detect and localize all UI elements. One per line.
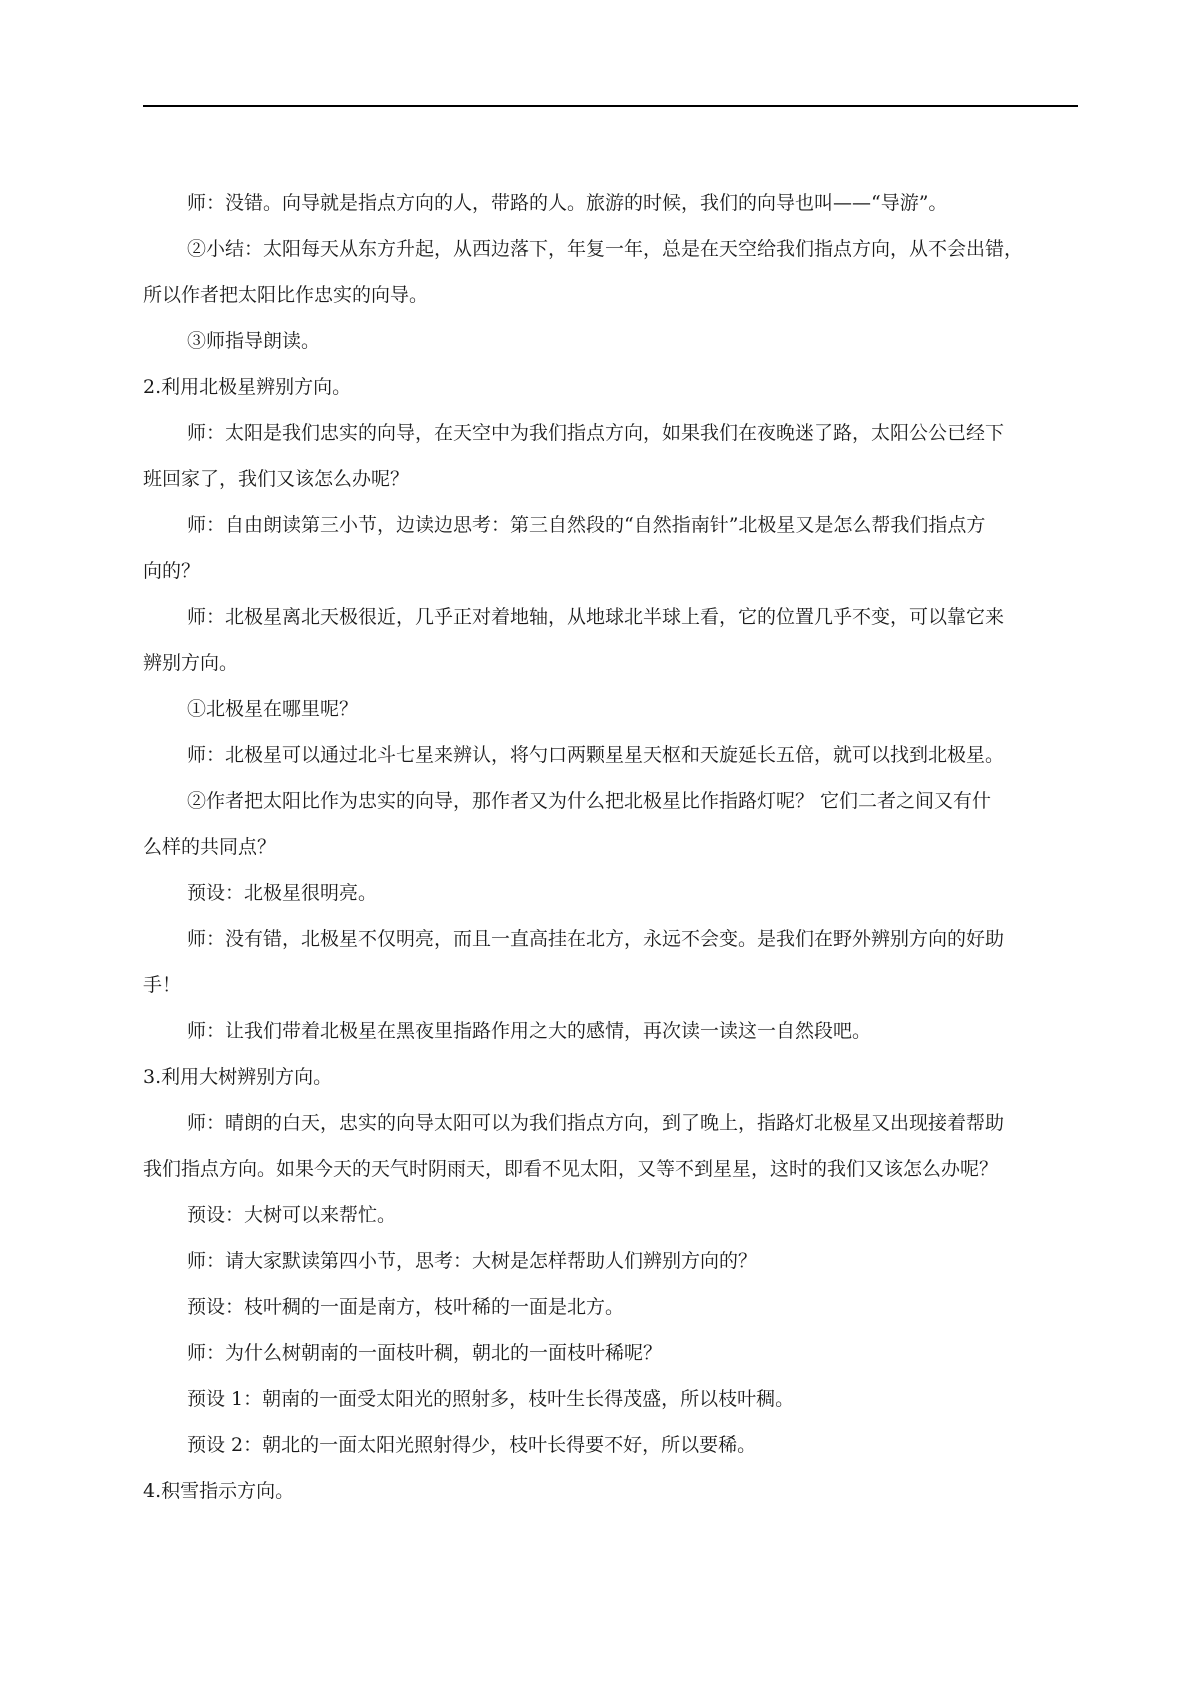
text-line: 我们指点方向。如果今天的天气时阴雨天，即看不见太阳，又等不到星星，这时的我们又该怎么办呢？ bbox=[143, 1158, 999, 1180]
text-line: 师：为什么树朝南的一面枝叶稠，朝北的一面枝叶稀呢？ bbox=[187, 1342, 663, 1364]
text-line: 师：北极星离北天极很近，几乎正对着地轴，从地球北半球上看，它的位置几乎不变，可以靠它来 bbox=[187, 606, 1005, 628]
text-line: 师：北极星可以通过北斗七星来辨认，将勺口两颗星星天枢和天旋延长五倍，就可以找到北极星。 bbox=[187, 744, 1005, 766]
header-rule bbox=[143, 105, 1078, 107]
text-line: 辨别方向。 bbox=[143, 652, 239, 674]
text-line: ②作者把太阳比作为忠实的向导，那作者又为什么把北极星比作指路灯呢？ 它们二者之间又有什 bbox=[187, 790, 992, 812]
text-line: ②小结：太阳每天从东方升起，从西边落下，年复一年，总是在天空给我们指点方向，从不会出错， bbox=[187, 238, 1024, 260]
section-heading: 2.利用北极星辨别方向。 bbox=[143, 376, 352, 398]
text-line: 师：让我们带着北极星在黑夜里指路作用之大的感情，再次读一读这一自然段吧。 bbox=[187, 1020, 872, 1042]
text-line: 么样的共同点？ bbox=[143, 836, 277, 858]
section-heading: 3.利用大树辨别方向。 bbox=[143, 1066, 333, 1088]
text-line: 师：没有错，北极星不仅明亮，而且一直高挂在北方，永远不会变。是我们在野外辨别方向的好助 bbox=[187, 928, 1005, 950]
text-line: ①北极星在哪里呢？ bbox=[187, 698, 359, 720]
text-line: 预设 2：朝北的一面太阳光照射得少，枝叶长得要不好，所以要稀。 bbox=[187, 1434, 757, 1456]
text-line: 师：太阳是我们忠实的向导，在天空中为我们指点方向，如果我们在夜晚迷了路，太阳公公已经下 bbox=[187, 422, 1005, 444]
text-line: 师：自由朗读第三小节，边读边思考：第三自然段的“自然指南针”北极星又是怎么帮我们指点方 bbox=[187, 514, 986, 536]
text-line: 师：没错。向导就是指点方向的人，带路的人。旅游的时候，我们的向导也叫——“导游”。 bbox=[187, 192, 948, 214]
text-line: 向的？ bbox=[143, 560, 201, 582]
document-body bbox=[143, 180, 1078, 1514]
text-line: 班回家了，我们又该怎么办呢？ bbox=[143, 468, 410, 490]
text-line: 预设：大树可以来帮忙。 bbox=[187, 1204, 397, 1226]
text-line: ③师指导朗读。 bbox=[187, 330, 321, 352]
text-line: 预设：北极星很明亮。 bbox=[187, 882, 378, 904]
text-line: 师：晴朗的白天，忠实的向导太阳可以为我们指点方向，到了晚上，指路灯北极星又出现接着帮助 bbox=[187, 1112, 1005, 1134]
section-heading: 4.积雪指示方向。 bbox=[143, 1480, 295, 1502]
text-line: 预设 1：朝南的一面受太阳光的照射多，枝叶生长得茂盛，所以枝叶稠。 bbox=[187, 1388, 795, 1410]
text-line: 所以作者把太阳比作忠实的向导。 bbox=[143, 284, 429, 306]
text-line: 手！ bbox=[143, 974, 182, 996]
text-line: 预设：枝叶稠的一面是南方，枝叶稀的一面是北方。 bbox=[187, 1296, 625, 1318]
text-line: 师：请大家默读第四小节，思考：大树是怎样帮助人们辨别方向的？ bbox=[187, 1250, 758, 1272]
